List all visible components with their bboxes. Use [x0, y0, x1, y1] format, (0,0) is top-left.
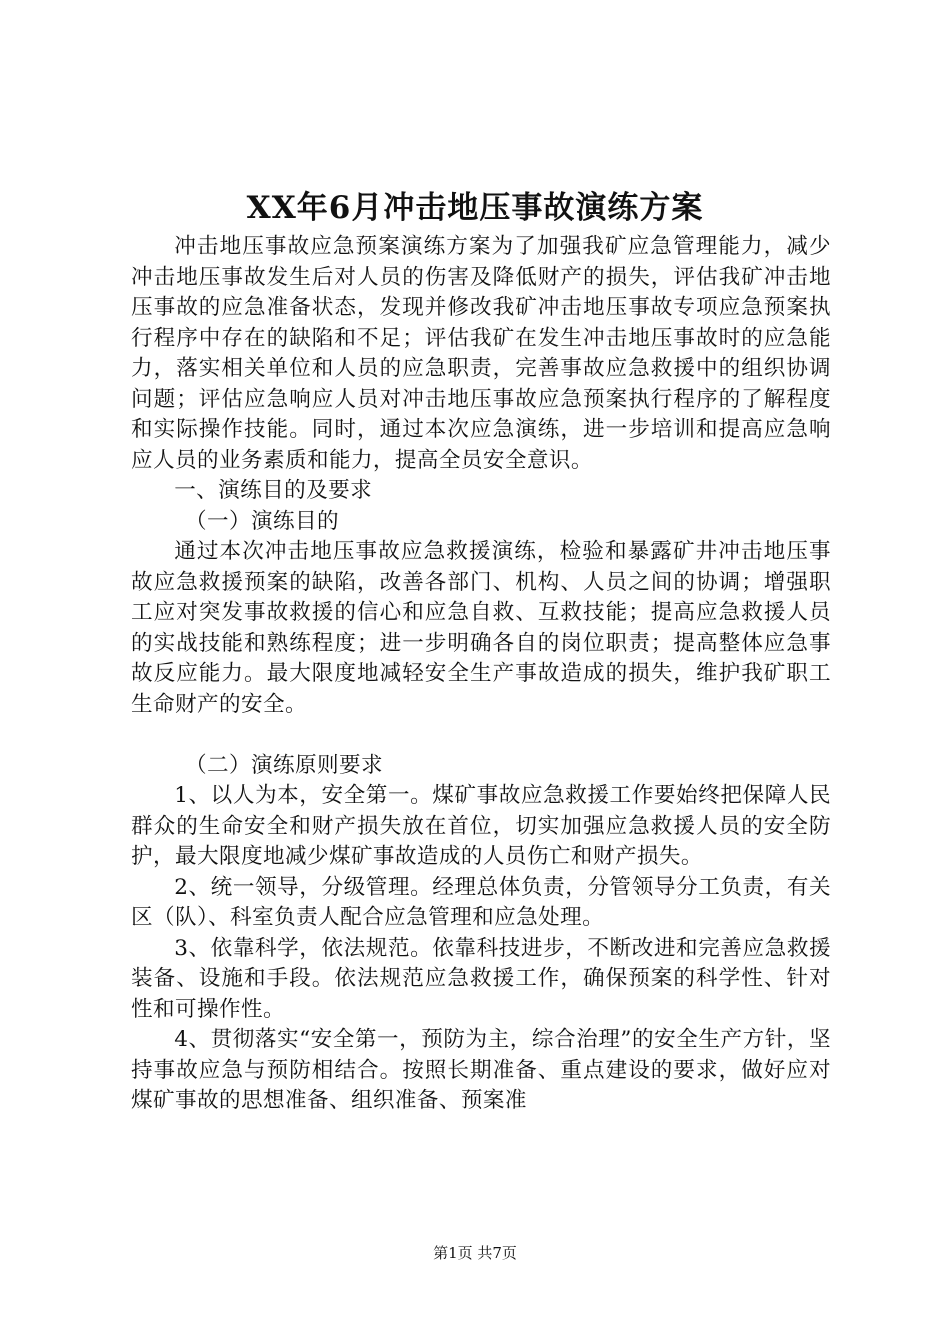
document-body [131, 232, 831, 1117]
intro-paragraph: 冲击地压事故应急预案演练方案为了加强我矿应急管理能力，减少冲击地压事故发生后对人员的伤害及降低财产的损失，评估我矿冲击地压事故的应急准备状态，发现并修改我矿冲击地压事故专项应急预案执行程序中存在的缺陷和不足；评估我矿在发生冲击地压事故时的应急能力，落实相关单位和人员的应急职责，完善事故应急救援中的组织协调问题；评估应急响应人员对冲击地压事故应急预案执行程序的了解程度和实际操作技能。同时，通过本次应急演练，进一步培训和提高应急响应人员的业务素质和能力，提高全员安全意识。 [131, 234, 831, 473]
list-item: 3、依靠科学，依法规范。依靠科技进步，不断改进和完善应急救援装备、设施和手段。依法规范应急救援工作，确保预案的科学性、针对性和可操作性。 [131, 935, 831, 1022]
subsection-heading: （一）演练目的 [185, 508, 339, 534]
list-item: 4、贯彻落实“安全第一，预防为主，综合治理”的安全生产方针，坚持事故应急与预防相结合。按照长期准备、重点建设的要求，做好应对煤矿事故的思想准备、组织准备、预案准 [131, 1027, 831, 1113]
section-heading: 一、演练目的及要求 [174, 478, 373, 503]
document-title: XX年6月冲击地压事故演练方案 [246, 190, 704, 226]
list-item: 2、统一领导，分级管理。经理总体负责，分管领导分工负责，有关区（队）、科室负责人配合应急管理和应急处理。 [131, 874, 831, 930]
body-paragraph: 通过本次冲击地压事故应急救援演练，检验和暴露矿井冲击地压事故应急救援预案的缺陷，改善各部门、机构、人员之间的协调；增强职工应对突发事故救援的信心和应急自救、互救技能；提高应急救援人员的实战技能和熟练程度；进一步明确各自的岗位职责；提高整体应急事故反应能力。最大限度地减轻安全生产事故造成的损失，维护我矿职工生命财产的安全。 [131, 539, 831, 717]
page-footer: 第1页 共7页 [433, 1244, 517, 1262]
subsection-heading: （二）演练原则要求 [185, 752, 383, 778]
list-item: 1、以人为本，安全第一。煤矿事故应急救援工作要始终把保障人民群众的生命安全和财产损失放在首位，切实加强应急救援人员的安全防护，最大限度地减少煤矿事故造成的人员伤亡和财产损失。 [131, 783, 831, 869]
